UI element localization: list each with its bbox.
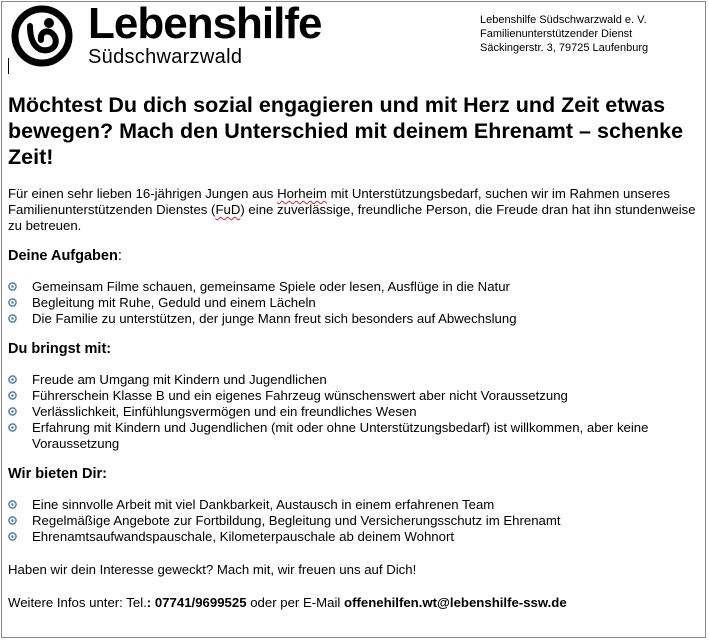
list-item <box>8 279 698 295</box>
offer-heading: Wir bieten Dir: <box>8 466 107 482</box>
bullet-icon <box>8 282 17 291</box>
list-item-text: Freude am Umgang mit Kindern und Jugendlichen <box>32 372 327 387</box>
intro-text-3: ) eine zuverlässige, freundliche Person, die Freude dran hat ihn stundenweise zu betreuen. <box>8 202 696 233</box>
list-item-text: Verlässlichkeit, Einfühlungsvermögen und ein freundliches Wesen <box>32 404 417 419</box>
bullet-icon <box>8 423 17 432</box>
list-item <box>8 311 698 327</box>
list-item-text: Ehrenamtsaufwandspauschale, Kilometerpauschale ab deinem Wohnort <box>32 529 455 544</box>
text-cursor <box>8 58 9 74</box>
headline: Möchtest Du dich sozial engagieren und mit Herz und Zeit etwas bewegen? Mach den Unterschied mit deinem Ehrenamt – schenke Zeit! <box>8 93 684 169</box>
intro-text: Für einen sehr lieben 16-jährigen Jungen aus <box>8 186 278 201</box>
list-item-text: Regelmäßige Angebote zur Fortbildung, Begleitung und Versicherungsschutz im Ehrenamt <box>32 513 561 528</box>
bullet-icon <box>8 375 17 384</box>
list-item-text: Die Familie zu unterstützen, der junge Mann freut sich besonders auf Abwechslung <box>32 311 517 326</box>
bullet-icon <box>8 298 17 307</box>
tasks-heading-text: Deine Aufgaben <box>8 248 118 264</box>
bullet-icon <box>8 516 17 525</box>
list-item <box>8 404 698 420</box>
contact-line <box>8 595 698 611</box>
intro-text-2: mit Unterstützungsbedarf, suchen wir im Rahmen unseres Familienunterstützenden Dienstes ( <box>8 186 670 217</box>
tasks-heading-colon: : <box>117 248 122 264</box>
address-block <box>480 13 700 55</box>
lebenshilfe-logo-icon <box>8 4 78 68</box>
list-item <box>8 388 698 404</box>
intro-abbreviation: FuD <box>215 202 241 217</box>
bullet-icon <box>8 314 17 323</box>
list-item-text: Führerschein Klasse B und ein eigenes Fahrzeug wünschenswert aber nicht Voraussetzung <box>32 388 568 403</box>
list-item-text: Eine sinnvolle Arbeit mit viel Dankbarkeit, Austausch in einem erfahrenen Team <box>32 497 495 512</box>
list-item-text: Gemeinsam Filme schauen, gemeinsame Spiele oder lesen, Ausflüge in die Natur <box>32 279 510 294</box>
bring-heading: Du bringst mit: <box>8 341 112 357</box>
bullet-icon <box>8 532 17 541</box>
bullet-icon <box>8 391 17 400</box>
tasks-heading <box>8 248 698 265</box>
address-line-street: Säckingerstr. 3, 79725 Laufenburg <box>480 42 649 54</box>
intro-place: Horheim <box>277 186 327 201</box>
list-item <box>8 513 698 529</box>
list-item-text: Erfahrung mit Kindern und Jugendlichen (mit oder ohne Unterstützungsbedarf) ist willkommen, aber keine Voraussetzung <box>32 420 649 451</box>
logo-name: Lebenshilfe <box>88 0 322 48</box>
contact-email: offenehilfen.wt@lebenshilfe-ssw.de <box>344 595 567 610</box>
address-line-service: Familienunterstützender Dienst <box>480 28 633 40</box>
logo-subtitle: Südschwarzwald <box>88 46 243 68</box>
list-item <box>8 295 698 311</box>
contact-middle: oder per E-Mail <box>246 595 345 610</box>
bring-list <box>8 372 698 452</box>
list-item <box>8 497 698 513</box>
document-body <box>8 92 698 611</box>
tasks-list <box>8 279 698 327</box>
contact-phone: : 07741/9699525 <box>146 595 247 610</box>
intro-paragraph <box>8 186 698 234</box>
contact-prefix: Weitere Infos unter: Tel. <box>8 595 147 610</box>
bullet-icon <box>8 500 17 509</box>
list-item <box>8 529 698 545</box>
call-to-action: Haben wir dein Interesse geweckt? Mach mit, wir freuen uns auf Dich! <box>8 562 417 577</box>
offer-list <box>8 497 698 545</box>
list-item <box>8 372 698 388</box>
bullet-icon <box>8 407 17 416</box>
list-item-text: Begleitung mit Ruhe, Geduld und einem Lächeln <box>32 295 316 310</box>
list-item <box>8 420 698 452</box>
address-line-org: Lebenshilfe Südschwarzwald e. V. <box>480 14 647 26</box>
logo <box>8 0 338 72</box>
